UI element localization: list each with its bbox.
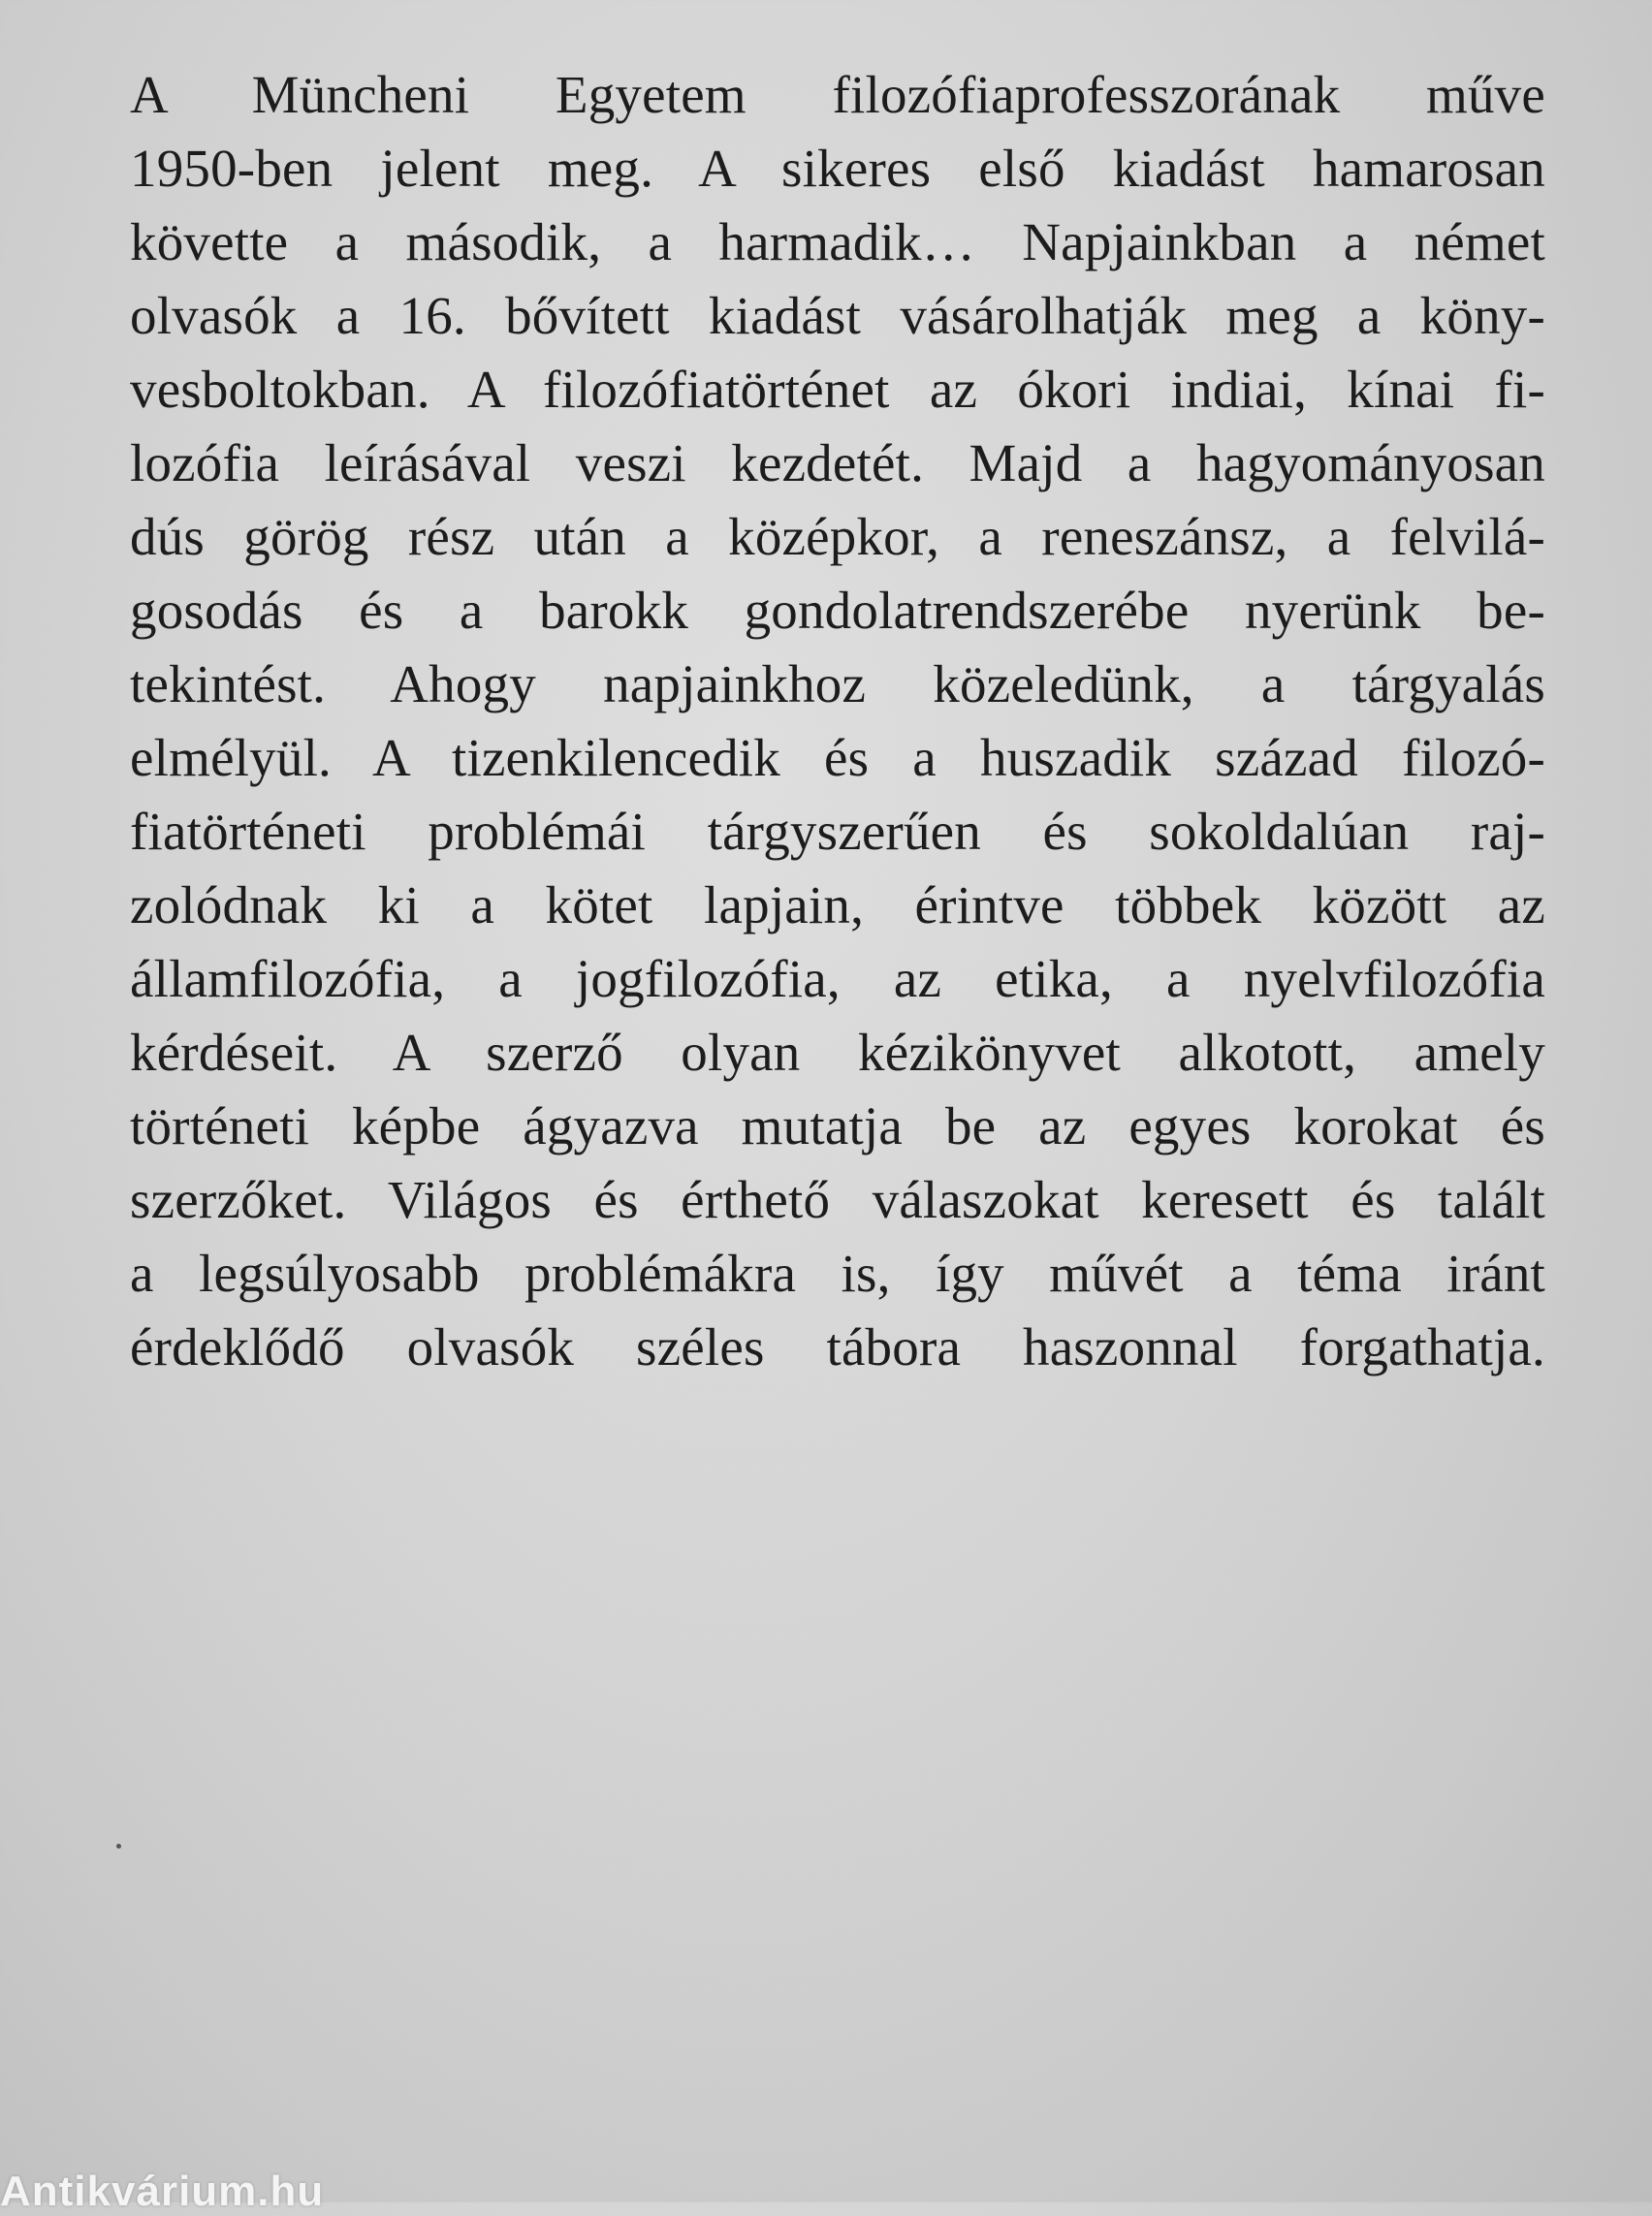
watermark-text: Antikvárium.hu [0,2168,325,2215]
blurb-line: tekintést. Ahogy napjainkhoz közeledünk, a tárgyalás [130,654,1545,713]
blurb-line: elmélyül. A tizenkilencedik és a huszadik század filozó- [130,728,1545,787]
paper-speck [116,1844,121,1849]
blurb-line: követte a második, a harmadik… Napjainkban a német [130,212,1545,271]
blurb-line: dús görög rész után a középkor, a reneszánsz, a felvilá- [130,507,1545,566]
blurb-line: zolódnak ki a kötet lapjain, érintve többek között az [130,875,1545,934]
blurb-line: vesboltokban. A filozófiatörténet az ókori indiai, kínai fi- [130,360,1545,419]
blurb-line: gosodás és a barokk gondolatrendszerébe nyerünk be- [130,581,1545,640]
blurb-line: olvasók a 16. bővített kiadást vásárolhatják meg a köny- [130,286,1545,345]
blurb-line: 1950-ben jelent meg. A sikeres első kiadást hamarosan [130,139,1545,198]
blurb-line: érdeklődő olvasók széles tábora haszonnal forgathatja. [130,1317,1545,1377]
blurb-line: A Müncheni Egyetem filozófiaprofesszorának műve [130,65,1545,124]
blurb-line: szerzőket. Világos és érthető válaszokat keresett és talált [130,1170,1545,1229]
blurb-line: a legsúlyosabb problémákra is, így művét a téma iránt [130,1244,1545,1303]
blurb-line: államfilozófia, a jogfilozófia, az etika, a nyelvfilozófia [130,949,1545,1008]
blurb-line: fiatörténeti problémái tárgyszerűen és sokoldalúan raj- [130,802,1545,861]
blurb-line: kérdéseit. A szerző olyan kézikönyvet alkotott, amely [130,1023,1545,1082]
blurb-line: történeti képbe ágyazva mutatja be az egyes korokat és [130,1096,1545,1155]
blurb-line: lozófia leírásával veszi kezdetét. Majd a hagyományosan [130,433,1545,492]
back-cover-blurb [130,58,1545,1384]
